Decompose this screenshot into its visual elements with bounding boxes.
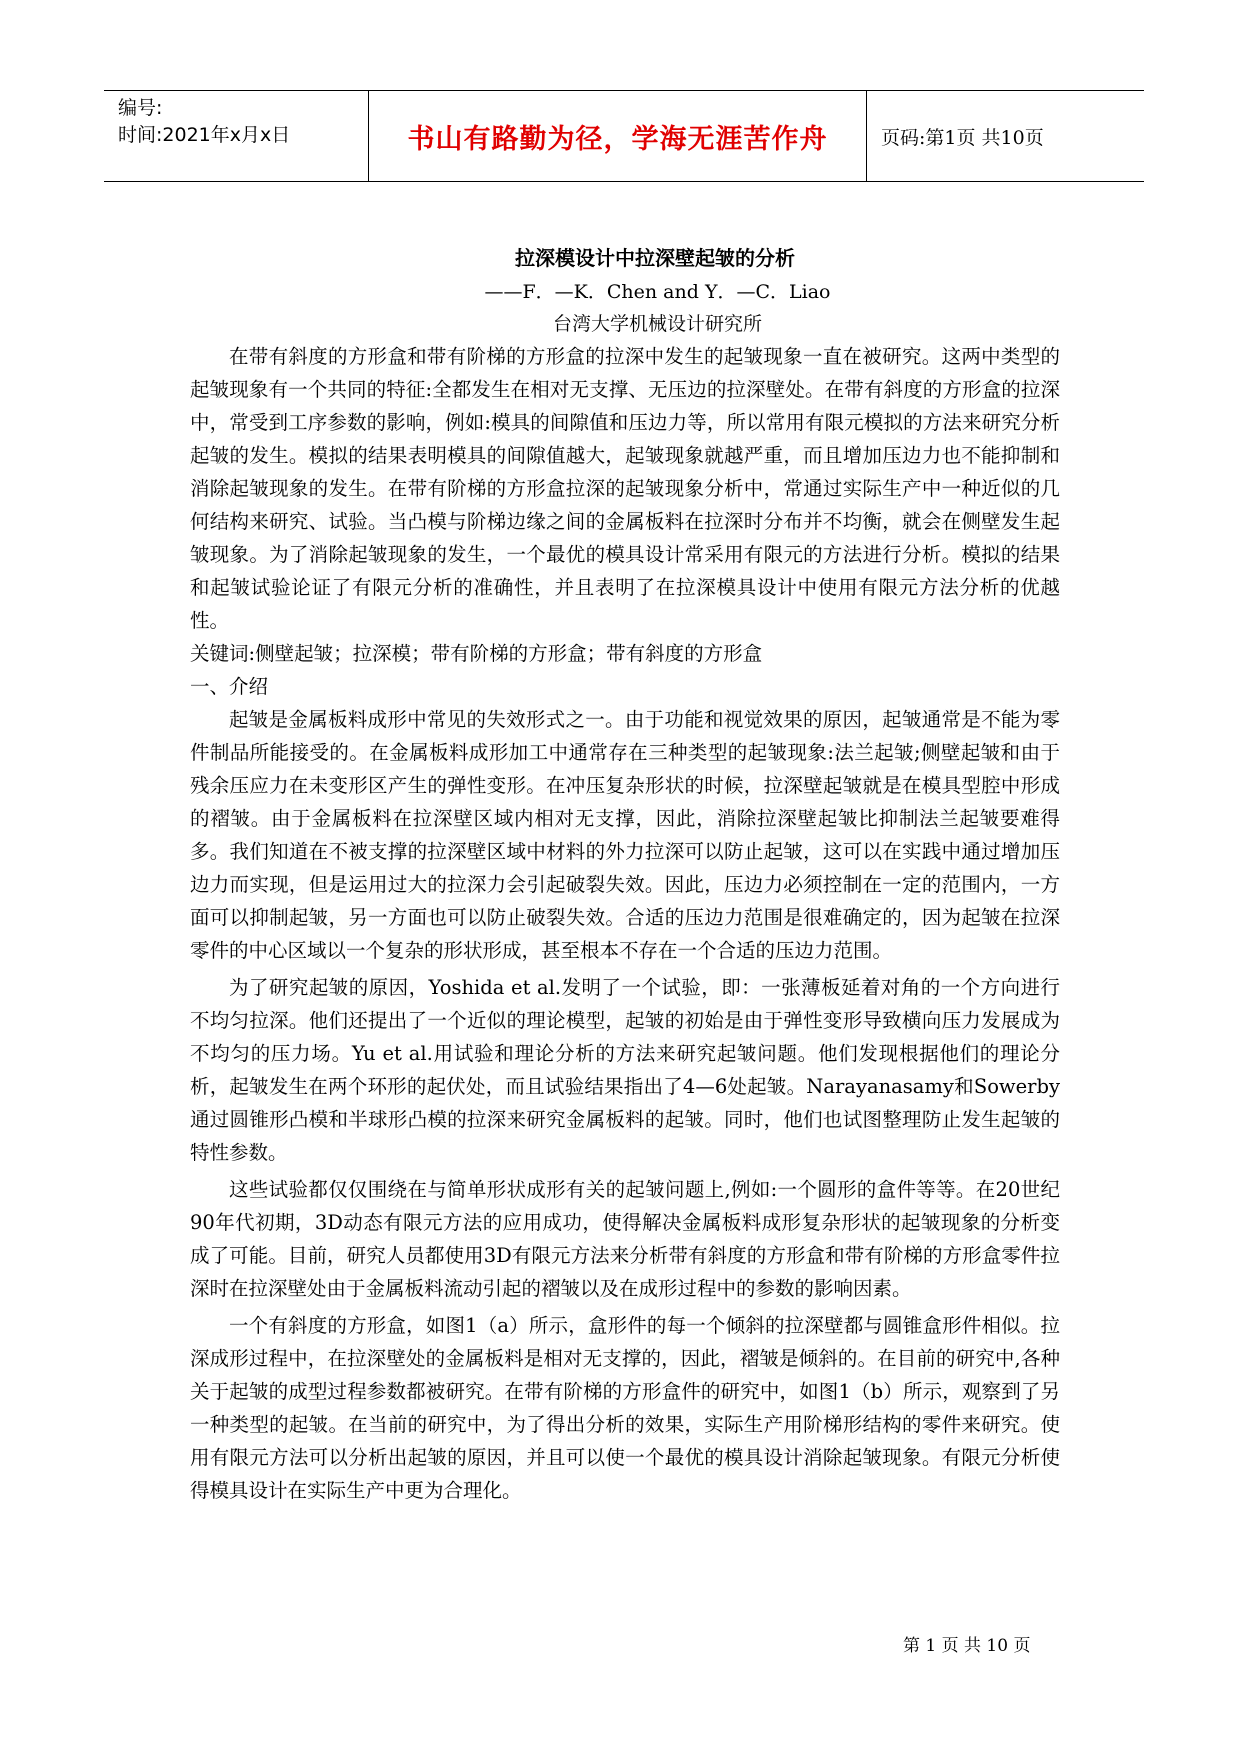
abstract: 在带有斜度的方形盒和带有阶梯的方形盒的拉深中发生的起皱现象一直在被研究。这两中类型的起皱现象有一个共同的特征:全都发生在相对无支撑、无压边的拉深壁处。在带有斜度的方形盒的拉深中，常受到工序参数的影响，例如:模具的间隙值和压边力等，所以常用有限元模拟的方法来研究分析起皱的发生。模拟的结果表明模具的间隙值越大，起皱现象就越严重，而且增加压边力也不能抑制和消除起皱现象的发生。在带有阶梯的方形盒拉深的起皱现象分析中，常通过实际生产中一种近似的几何结构来研究、试验。当凸模与阶梯边缘之间的金属板料在拉深时分布并不均衡，就会在侧壁发生起皱现象。为了消除起皱现象的发生，一个最优的模具设计常采用有限元的方法进行分析。模拟的结果和起皱试验论证了有限元分析的准确性，并且表明了在拉深模具设计中使用有限元方法分析的优越性。 — [190, 345, 1060, 632]
paragraph: 为了研究起皱的原因，Yoshida et al.发明了一个试验，即：一张薄板延着对角的一个方向进行不均匀拉深。他们还提出了一个近似的理论模型，起皱的初始是由于弹性变形导致横向压力发展成为不均匀的压力场。Yu et al.用试验和理论分析的方法来研究起皱问题。他们发现根据他们的理论分析，起皱发生在两个环形的起伏处，而且试验结果指出了4—6处起皱。Narayanasamy和Sowerby通过圆锥形凸模和半球形凸模的拉深来研究金属板料的起皱。同时，他们也试图整理防止发生起皱的特性参数。 — [190, 976, 1060, 1164]
header-motto-cell — [369, 91, 867, 181]
section-heading: 一、介绍 — [190, 675, 269, 698]
motto: 书山有路勤为径，学海无涯苦作舟 — [407, 123, 828, 155]
paragraph: 这些试验都仅仅围绕在与简单形状成形有关的起皱问题上,例如:一个圆形的盒件等等。在20世纪90年代初期，3D动态有限元方法的应用成功，使得解决金属板料成形复杂形状的起皱现象的分析变成了可能。目前，研究人员都使用3D有限元方法来分析带有斜度的方形盒和带有阶梯的方形盒零件拉深时在拉深壁处由于金属板料流动引起的褶皱以及在成形过程中的参数的影响因素。 — [190, 1178, 1060, 1300]
affiliation: 台湾大学机械设计研究所 — [552, 313, 762, 335]
time-label: 时间:2021年x月x日 — [118, 124, 291, 146]
paragraph: 起皱是金属板料成形中常见的失效形式之一。由于功能和视觉效果的原因，起皱通常是不能为零件制品所能接受的。在金属板料成形加工中通常存在三种类型的起皱现象:法兰起皱;侧壁起皱和由于残余压应力在未变形区产生的弹性变形。在冲压复杂形状的时候，拉深壁起皱就是在模具型腔中形成的褶皱。由于金属板料在拉深壁区域内相对无支撑，因此，消除拉深壁起皱比抑制法兰起皱要难得多。我们知道在不被支撑的拉深壁区域中材料的外力拉深可以防止起皱，这可以在实践中通过增加压边力而实现，但是运用过大的拉深力会引起破裂失效。因此，压边力必须控制在一定的范围内，一方面可以抑制起皱，另一方面也可以防止破裂失效。合适的压边力范围是很难确定的，因为起皱在拉深零件的中心区域以一个复杂的形状形成，甚至根本不存在一个合适的压边力范围。 — [190, 708, 1060, 962]
header-table — [104, 90, 1144, 182]
document-title: 拉深模设计中拉深壁起皱的分析 — [515, 246, 795, 270]
keywords: 关键词:侧壁起皱；拉深模；带有阶梯的方形盒；带有斜度的方形盒 — [190, 642, 763, 665]
paragraph: 一个有斜度的方形盒，如图1（a）所示，盒形件的每一个倾斜的拉深壁都与圆锥盒形件相似。拉深成形过程中，在拉深壁处的金属板料是相对无支撑的，因此，褶皱是倾斜的。在目前的研究中,各种关于起皱的成型过程参数都被研究。在带有阶梯的方形盒件的研究中，如图1（b）所示，观察到了另一种类型的起皱。在当前的研究中，为了得出分析的效果，实际生产用阶梯形结构的零件来研究。使用有限元方法可以分析出起皱的原因，并且可以使一个最优的模具设计消除起皱现象。有限元分析使得模具设计在实际生产中更为合理化。 — [190, 1314, 1060, 1502]
authors: ——F．—K．Chen and Y．—C．Liao — [484, 281, 831, 303]
header-meta-cell — [104, 91, 369, 181]
document-body — [190, 240, 1060, 1507]
page-footer: 第 1 页 共 10 页 — [903, 1636, 1031, 1656]
number-label: 编号: — [118, 97, 163, 119]
header-page-cell — [867, 91, 1144, 181]
page-label: 页码:第1页 共10页 — [881, 126, 1044, 149]
